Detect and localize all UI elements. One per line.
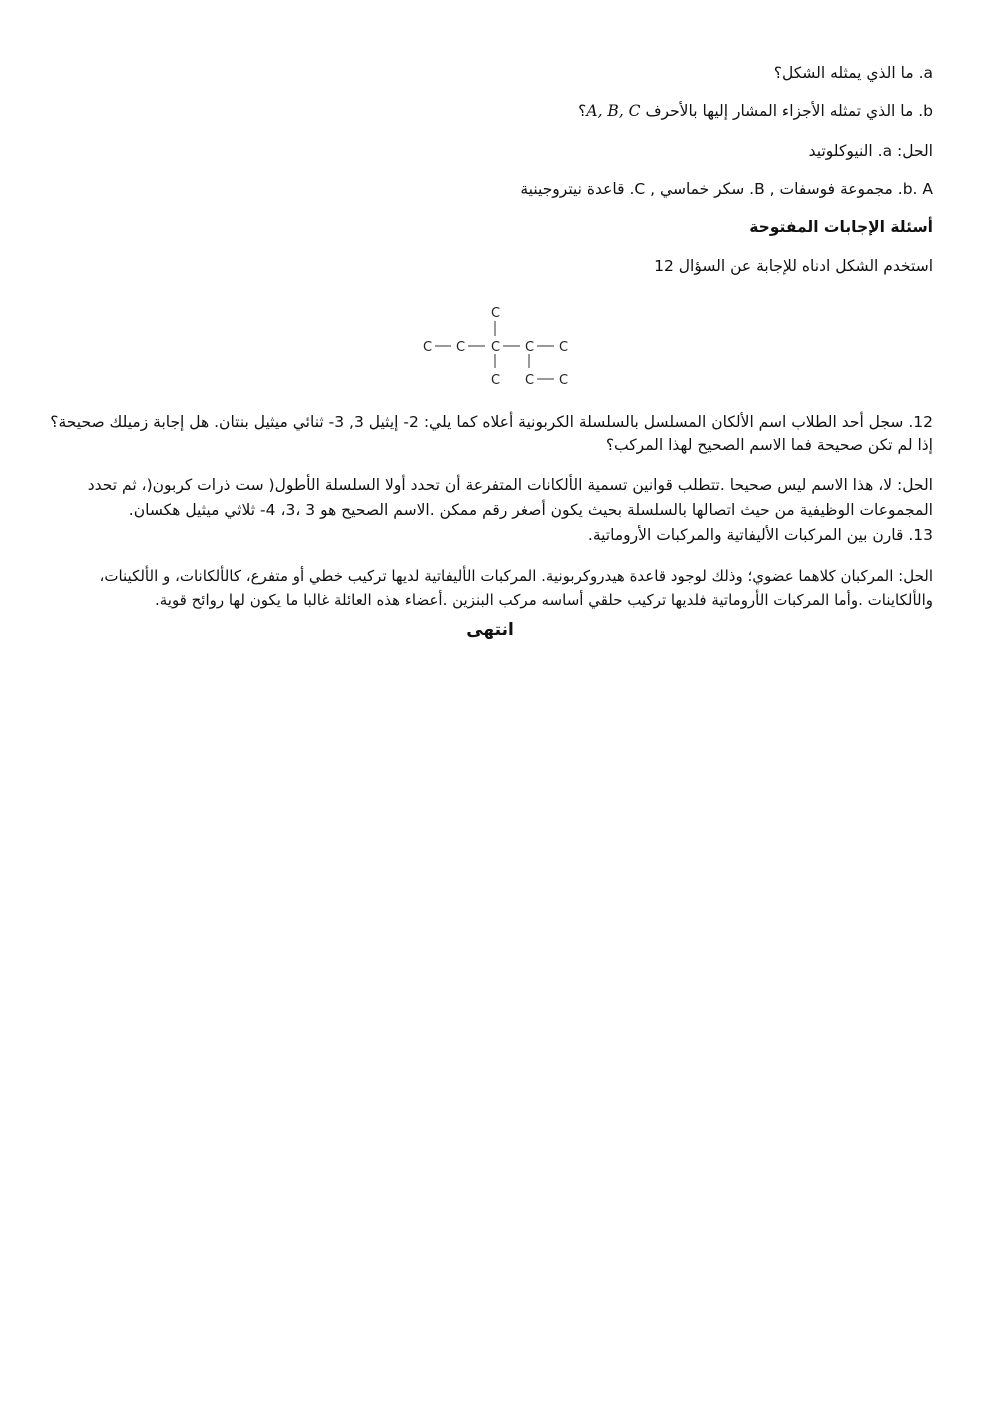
atom-c5: C — [559, 340, 569, 355]
atom-c4: C — [525, 340, 535, 355]
atom-c2: C — [456, 340, 466, 355]
solution-13-line-1: الحل: المركبان كلاهما عضوي؛ وذلك لوجود قاعدة هيدروكربونية. المركبات الأليفاتية لديها تركيب خطي أو متفرع، كالألكانات، و الألكينات، — [99, 567, 933, 585]
solution-12-line-2: المجموعات الوظيفية من حيث اتصالها بالسلسلة بحيث يكون أصغر رقم ممكن .الاسم الصحيح هو 3 ،3، 4- ثلاثي ميثيل هكسان. — [128, 501, 933, 519]
question-13: 13. قارن بين المركبات الأليفاتية والمركبات الأروماتية. — [587, 526, 933, 544]
atom-bottom-3: C — [559, 373, 569, 388]
question-b-letters: A, B, C — [586, 102, 641, 120]
end-marker: انتهى — [466, 620, 514, 640]
question-b — [578, 100, 933, 122]
atom-c3: C — [491, 340, 501, 355]
question-12-line-2: إذا لم تكن صحيحة فما الاسم الصحيح لهذا المركب؟ — [605, 436, 933, 454]
carbon-chain-figure — [415, 300, 590, 390]
section-title: أسئلة الإجابات المفتوحة — [749, 218, 933, 236]
question-12-line-1: 12. سجل أحد الطلاب اسم الألكان المسلسل بالسلسلة الكربونية أعلاه كما يلي: 2- إيثيل 3, 3- ثنائي ميثيل بنتان. هل إجابة زميلك صحيحة؟ — [50, 413, 933, 431]
question-b-mark: ؟ — [578, 102, 587, 120]
atom-bottom-1: C — [491, 373, 501, 388]
atom-c1: C — [423, 340, 433, 355]
solution-b: b. A. مجموعة فوسفات , B. سكر خماسي , C. قاعدة نيتروجينية — [520, 180, 933, 198]
solution-12-line-1: الحل: لا، هذا الاسم ليس صحيحا .تتطلب قوانين تسمية الألكانات المتفرعة أن تحدد أولا السلسلة الأطول( ست ذرات كربون(، ثم تحدد — [87, 476, 933, 494]
atom-bottom-2: C — [525, 373, 535, 388]
question-a: a. ما الذي يمثله الشكل؟ — [773, 64, 933, 82]
figure-instruction: استخدم الشكل ادناه للإجابة عن السؤال 12 — [654, 257, 933, 275]
atom-top: C — [491, 306, 501, 321]
solution-13-line-2: والألكاينات .وأما المركبات الأروماتية فلديها تركيب حلقي أساسه مركب البنزين .أعضاء هذه العائلة غالبا ما يكون لها روائح قوية. — [154, 591, 933, 609]
solution-a: الحل: a. النيوكلوتيد — [808, 142, 933, 160]
question-b-text: b. ما الذي تمثله الأجزاء المشار إليها بالأحرف — [645, 102, 933, 120]
